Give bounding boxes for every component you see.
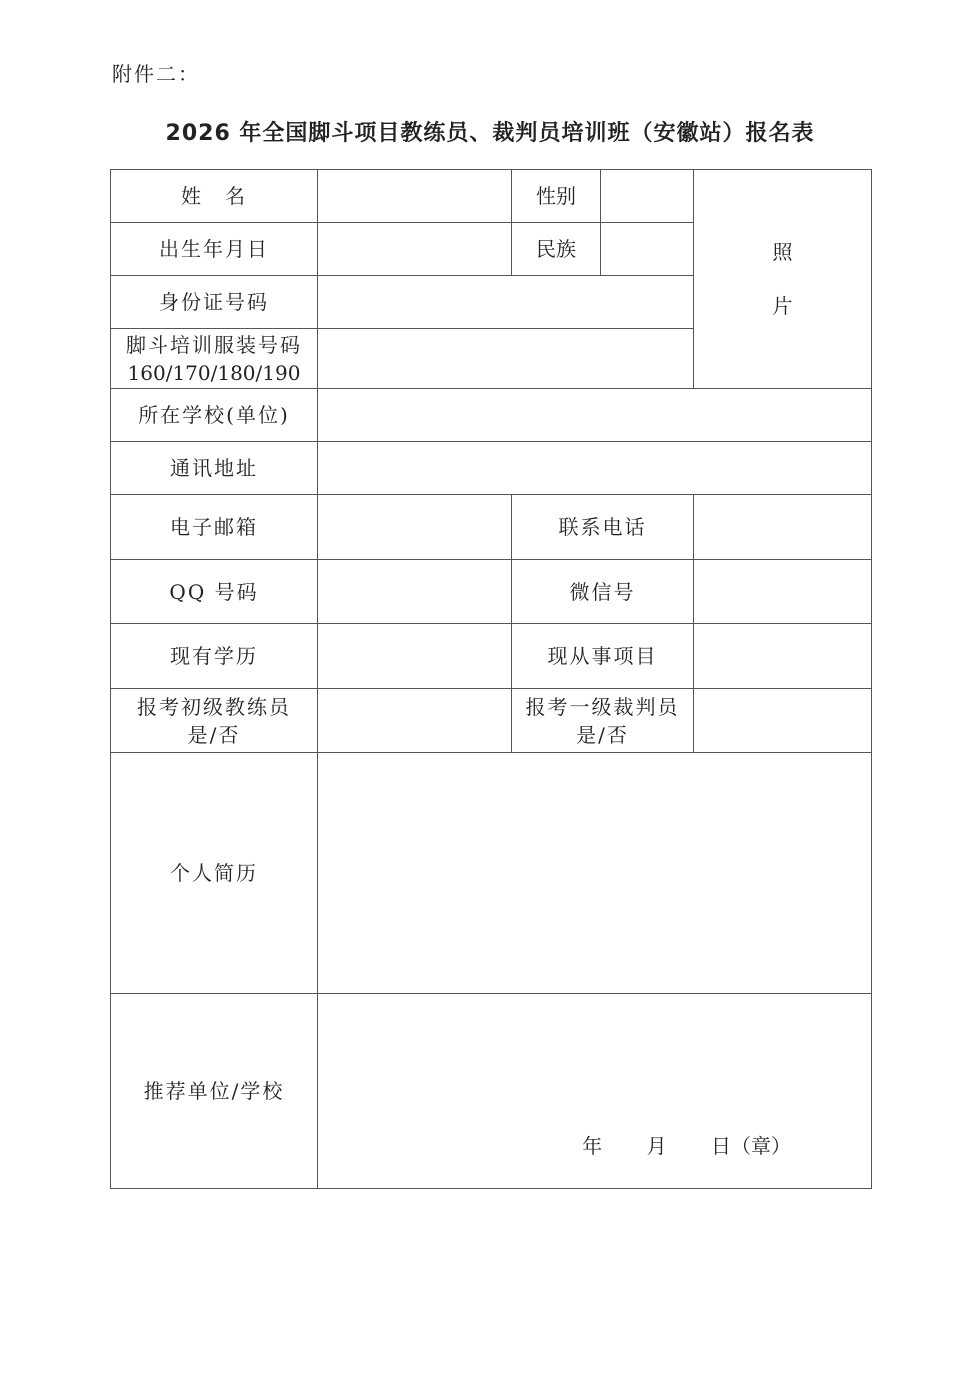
ethnicity-label: 民族: [512, 223, 601, 276]
referee-field[interactable]: [694, 689, 872, 753]
referee-label: [512, 689, 694, 753]
coach-label: [111, 689, 318, 753]
recommend-label: 推荐单位/学校: [111, 994, 318, 1189]
uniform-field[interactable]: [318, 329, 694, 389]
address-field[interactable]: [318, 442, 872, 495]
resume-label: 个人简历: [111, 753, 318, 994]
referee-label-line2: 是/否: [576, 722, 629, 747]
qq-label: QQ 号码: [111, 560, 318, 624]
education-label: 现有学历: [111, 624, 318, 689]
resume-field[interactable]: [318, 753, 872, 994]
school-label: 所在学校(单位): [111, 389, 318, 442]
recommend-field[interactable]: [318, 994, 872, 1189]
seal-date-area: [318, 994, 871, 1188]
wechat-field[interactable]: [694, 560, 872, 624]
photo-label-2: 片: [772, 294, 793, 318]
coach-field[interactable]: [318, 689, 512, 753]
birth-label: 出生年月日: [111, 223, 318, 276]
form-title: 2026 年全国脚斗项目教练员、裁判员培训班（安徽站）报名表: [165, 121, 815, 146]
birth-field[interactable]: [318, 223, 512, 276]
photo-box[interactable]: [694, 170, 872, 389]
coach-label-line1: 报考初级教练员: [137, 694, 291, 719]
phone-field[interactable]: [694, 495, 872, 560]
coach-label-line2: 是/否: [187, 722, 241, 747]
uniform-label: [111, 329, 318, 389]
referee-label-line1: 报考一级裁判员: [525, 694, 680, 719]
gender-field[interactable]: [601, 170, 694, 223]
uniform-label-line1: 脚斗培训服装号码: [126, 332, 302, 357]
gender-label: 性别: [512, 170, 601, 223]
attachment-label: 附件二：: [112, 62, 200, 86]
phone-label: 联系电话: [512, 495, 694, 560]
date-day-seal: 日（章）: [711, 1134, 791, 1158]
sport-field[interactable]: [694, 624, 872, 689]
date-month: 月: [646, 1134, 667, 1158]
email-label: 电子邮箱: [111, 495, 318, 560]
qq-field[interactable]: [318, 560, 512, 624]
uniform-label-line2: 160/170/180/190: [127, 360, 301, 385]
email-field[interactable]: [318, 495, 512, 560]
date-year: 年: [582, 1134, 603, 1158]
name-label: 姓 名: [111, 170, 318, 223]
sport-label: 现从事项目: [512, 624, 694, 689]
photo-label-1: 照: [772, 240, 793, 264]
ethnicity-field[interactable]: [601, 223, 694, 276]
id-field[interactable]: [318, 276, 694, 329]
wechat-label: 微信号: [512, 560, 694, 624]
education-field[interactable]: [318, 624, 512, 689]
name-field[interactable]: [318, 170, 512, 223]
school-field[interactable]: [318, 389, 872, 442]
address-label: 通讯地址: [111, 442, 318, 495]
registration-form-table: [110, 169, 872, 1189]
seal-date-line: [318, 1132, 871, 1160]
id-label: 身份证号码: [111, 276, 318, 329]
